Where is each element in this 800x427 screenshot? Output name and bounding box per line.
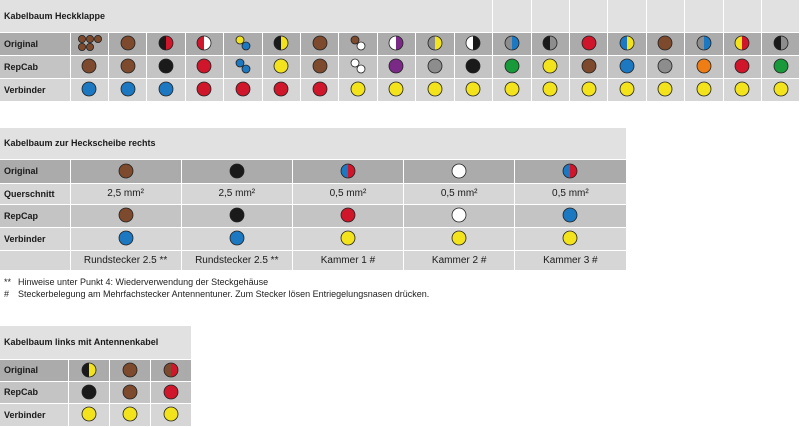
wire-color-dot <box>695 57 713 75</box>
wire-cell <box>339 32 377 55</box>
wire-color-dot-bicolor <box>162 361 180 379</box>
wire-cell <box>404 204 515 227</box>
wire-color-dot-bicolor <box>733 34 751 52</box>
wire-color-dot <box>503 57 521 75</box>
wire-cell <box>181 204 292 227</box>
wire-cell <box>181 159 292 183</box>
wire-cell <box>454 78 493 101</box>
wire-color-dot <box>580 57 598 75</box>
table-title: Kabelbaum zur Heckscheibe rechts <box>0 128 626 159</box>
wire-color-dot <box>121 405 139 423</box>
wire-color-dot-bicolor <box>272 34 290 52</box>
wire-cell <box>224 55 262 78</box>
wire-color-dot-bicolor <box>695 34 713 52</box>
row-verbinder <box>0 227 626 250</box>
wire-color-dot <box>695 80 713 98</box>
wire-cell <box>70 159 181 183</box>
wire-cell <box>185 32 223 55</box>
wire-cell <box>685 55 723 78</box>
wire-cell <box>608 32 646 55</box>
wire-cell <box>531 78 569 101</box>
wire-color-dot <box>80 57 98 75</box>
wire-cell <box>531 55 569 78</box>
table-kabelbaum-links-antennenkabel <box>0 326 192 427</box>
table-kabelbaum-heckscheibe-rechts <box>0 128 627 271</box>
querschnitt-value: 0,5 mm² <box>292 183 403 204</box>
wire-color-dot <box>503 80 521 98</box>
wire-cell <box>339 78 377 101</box>
wire-cell <box>377 32 415 55</box>
wire-cell <box>646 32 684 55</box>
wire-color-dot-bicolor <box>541 34 559 52</box>
wire-cell <box>70 78 108 101</box>
wire-cell <box>646 55 684 78</box>
wire-cell <box>404 159 515 183</box>
wire-color-dot-bicolor <box>503 34 521 52</box>
wire-color-dot <box>580 34 598 52</box>
wire-color-dot-group <box>76 34 102 52</box>
wire-color-dot-pair <box>349 57 367 75</box>
wire-color-dot-bicolor <box>618 34 636 52</box>
querschnitt-value: 2,5 mm² <box>70 183 181 204</box>
wire-color-dot <box>117 206 135 224</box>
wire-cell <box>416 78 454 101</box>
wire-color-dot <box>311 57 329 75</box>
wire-color-dot-bicolor <box>387 34 405 52</box>
wire-color-dot <box>339 206 357 224</box>
wire-color-dot <box>311 34 329 52</box>
wire-color-dot <box>349 80 367 98</box>
wire-color-dot <box>80 405 98 423</box>
wire-color-dot <box>656 80 674 98</box>
wire-color-dot <box>272 57 290 75</box>
connector-name: Kammer 2 # <box>404 250 515 270</box>
wire-color-dot <box>80 80 98 98</box>
wire-cell <box>416 55 454 78</box>
table-header <box>0 0 800 32</box>
wire-cell <box>292 227 403 250</box>
wire-cell <box>685 32 723 55</box>
wire-color-dot <box>162 405 180 423</box>
wire-cell <box>416 32 454 55</box>
wire-color-dot <box>80 383 98 401</box>
wire-cell <box>454 32 493 55</box>
wire-cell <box>531 32 569 55</box>
wire-cell <box>569 55 607 78</box>
wire-cell <box>300 55 338 78</box>
wire-cell <box>292 159 403 183</box>
wire-cell <box>224 32 262 55</box>
wire-color-dot <box>733 80 751 98</box>
wire-color-dot <box>119 80 137 98</box>
wire-cell <box>262 78 300 101</box>
wire-color-dot <box>121 383 139 401</box>
wire-color-dot <box>450 162 468 180</box>
wire-color-dot <box>618 57 636 75</box>
wire-cell <box>723 55 761 78</box>
table-kabelbaum-heckklappe <box>0 0 800 102</box>
row-label: Verbinder <box>0 78 70 101</box>
wire-color-dot-pair <box>234 34 252 52</box>
wire-cell <box>147 32 185 55</box>
wire-cell <box>292 204 403 227</box>
wire-color-dot <box>121 361 139 379</box>
wire-color-dot <box>117 162 135 180</box>
table-title: Kabelbaum Heckklappe <box>0 0 493 32</box>
row-label: RepCab <box>0 55 70 78</box>
wire-cell <box>300 32 338 55</box>
wire-color-dot <box>561 229 579 247</box>
wire-cell <box>147 78 185 101</box>
connector-name: Kammer 1 # <box>292 250 403 270</box>
wire-color-dot <box>772 57 790 75</box>
wire-cell <box>515 227 626 250</box>
wire-color-dot <box>464 57 482 75</box>
wire-cell <box>147 55 185 78</box>
table-title: Kabelbaum links mit Antennenkabel <box>0 326 191 359</box>
row-querschnitt <box>0 183 626 204</box>
connector-name: Kammer 3 # <box>515 250 626 270</box>
footnote <box>4 289 429 299</box>
wire-color-dot <box>656 57 674 75</box>
wire-cell <box>404 227 515 250</box>
wire-color-dot <box>580 80 598 98</box>
wire-cell <box>569 32 607 55</box>
wire-cell <box>493 55 531 78</box>
row-verbinder <box>0 403 191 426</box>
wire-cell <box>150 403 191 426</box>
wire-color-dot-bicolor <box>80 361 98 379</box>
table-header <box>0 326 191 359</box>
wire-color-dot-bicolor <box>339 162 357 180</box>
wire-color-dot <box>157 80 175 98</box>
footnote-mark: ** <box>4 277 12 287</box>
wire-color-dot <box>450 206 468 224</box>
row-original <box>0 159 626 183</box>
wire-color-dot <box>387 57 405 75</box>
wire-color-dot <box>195 57 213 75</box>
wire-cell <box>493 78 531 101</box>
row-connector-names <box>0 250 626 270</box>
row-label: RepCab <box>0 381 68 403</box>
wire-color-dot-bicolor <box>772 34 790 52</box>
wire-color-dot-bicolor <box>464 34 482 52</box>
connector-name: Rundstecker 2.5 ** <box>181 250 292 270</box>
wire-cell <box>608 55 646 78</box>
footnote-text: Hinweise unter Punkt 4: Wiederverwendung der Steckgehäuse <box>18 277 269 287</box>
wire-color-dot <box>618 80 636 98</box>
wire-color-dot <box>117 229 135 247</box>
wire-color-dot <box>119 57 137 75</box>
wire-color-dot <box>228 206 246 224</box>
wire-color-dot-bicolor <box>561 162 579 180</box>
wire-cell <box>185 55 223 78</box>
wire-cell <box>761 55 799 78</box>
wire-cell <box>70 32 108 55</box>
wire-color-dot <box>272 80 290 98</box>
wire-color-dot <box>195 80 213 98</box>
table-header <box>0 128 626 159</box>
wire-color-dot <box>119 34 137 52</box>
wire-cell <box>300 78 338 101</box>
wire-cell <box>515 204 626 227</box>
wire-cell <box>108 78 146 101</box>
wire-color-dot <box>339 229 357 247</box>
wire-color-dot-bicolor <box>157 34 175 52</box>
wire-color-dot <box>464 80 482 98</box>
wire-color-dot <box>426 80 444 98</box>
wire-color-dot <box>656 34 674 52</box>
row-label: Querschnitt <box>0 183 70 204</box>
wire-cell <box>515 159 626 183</box>
wire-cell <box>454 55 493 78</box>
wire-cell <box>109 359 150 381</box>
wire-color-dot <box>541 57 559 75</box>
row-label: Original <box>0 32 70 55</box>
wire-cell <box>108 32 146 55</box>
connector-name: Rundstecker 2.5 ** <box>70 250 181 270</box>
row-label: Verbinder <box>0 227 70 250</box>
wire-color-dot <box>541 80 559 98</box>
row-verbinder <box>0 78 800 101</box>
wire-cell <box>68 403 109 426</box>
wire-cell <box>493 32 531 55</box>
wire-color-dot <box>162 383 180 401</box>
wire-cell <box>150 359 191 381</box>
wire-color-dot <box>311 80 329 98</box>
wire-cell <box>68 381 109 403</box>
wire-color-dot <box>387 80 405 98</box>
wire-cell <box>109 381 150 403</box>
wire-color-dot <box>450 229 468 247</box>
wire-cell <box>723 78 761 101</box>
wire-color-dot <box>234 80 252 98</box>
wire-cell <box>150 381 191 403</box>
wire-cell <box>224 78 262 101</box>
wire-cell <box>569 78 607 101</box>
wire-color-dot <box>561 206 579 224</box>
wire-cell <box>262 55 300 78</box>
row-label: Original <box>0 159 70 183</box>
wire-cell <box>723 32 761 55</box>
wire-cell <box>109 403 150 426</box>
row-repcab <box>0 381 191 403</box>
wire-color-dot-bicolor <box>195 34 213 52</box>
wire-cell <box>377 78 415 101</box>
querschnitt-value: 0,5 mm² <box>515 183 626 204</box>
querschnitt-value: 2,5 mm² <box>181 183 292 204</box>
wire-cell <box>761 32 799 55</box>
wire-cell <box>761 78 799 101</box>
row-label: Verbinder <box>0 403 68 426</box>
wire-color-dot <box>228 229 246 247</box>
wire-cell <box>685 78 723 101</box>
wire-cell <box>70 55 108 78</box>
wire-color-dot-pair <box>234 57 252 75</box>
wire-cell <box>262 32 300 55</box>
wire-color-dot <box>733 57 751 75</box>
row-label: Original <box>0 359 68 381</box>
footnote-text: Steckerbelegung am Mehrfachstecker Antennentuner. Zum Stecker lösen Entriegelungsnasen drücken. <box>18 289 430 299</box>
footnote-mark: # <box>4 289 10 299</box>
wire-cell <box>70 204 181 227</box>
wire-cell <box>70 227 181 250</box>
wire-color-dot <box>426 57 444 75</box>
wire-cell <box>608 78 646 101</box>
wire-color-dot <box>772 80 790 98</box>
querschnitt-value: 0,5 mm² <box>404 183 515 204</box>
wire-color-dot-pair <box>349 34 367 52</box>
footnote <box>4 277 268 287</box>
wire-cell <box>185 78 223 101</box>
wire-color-dot-bicolor <box>426 34 444 52</box>
wire-cell <box>181 227 292 250</box>
wire-cell <box>68 359 109 381</box>
wire-color-dot <box>157 57 175 75</box>
wire-cell <box>377 55 415 78</box>
row-repcab <box>0 55 800 78</box>
row-original <box>0 32 800 55</box>
wire-cell <box>646 78 684 101</box>
row-original <box>0 359 191 381</box>
wire-cell <box>339 55 377 78</box>
row-label: RepCap <box>0 204 70 227</box>
wire-cell <box>108 55 146 78</box>
wire-color-dot <box>228 162 246 180</box>
row-repcap <box>0 204 626 227</box>
